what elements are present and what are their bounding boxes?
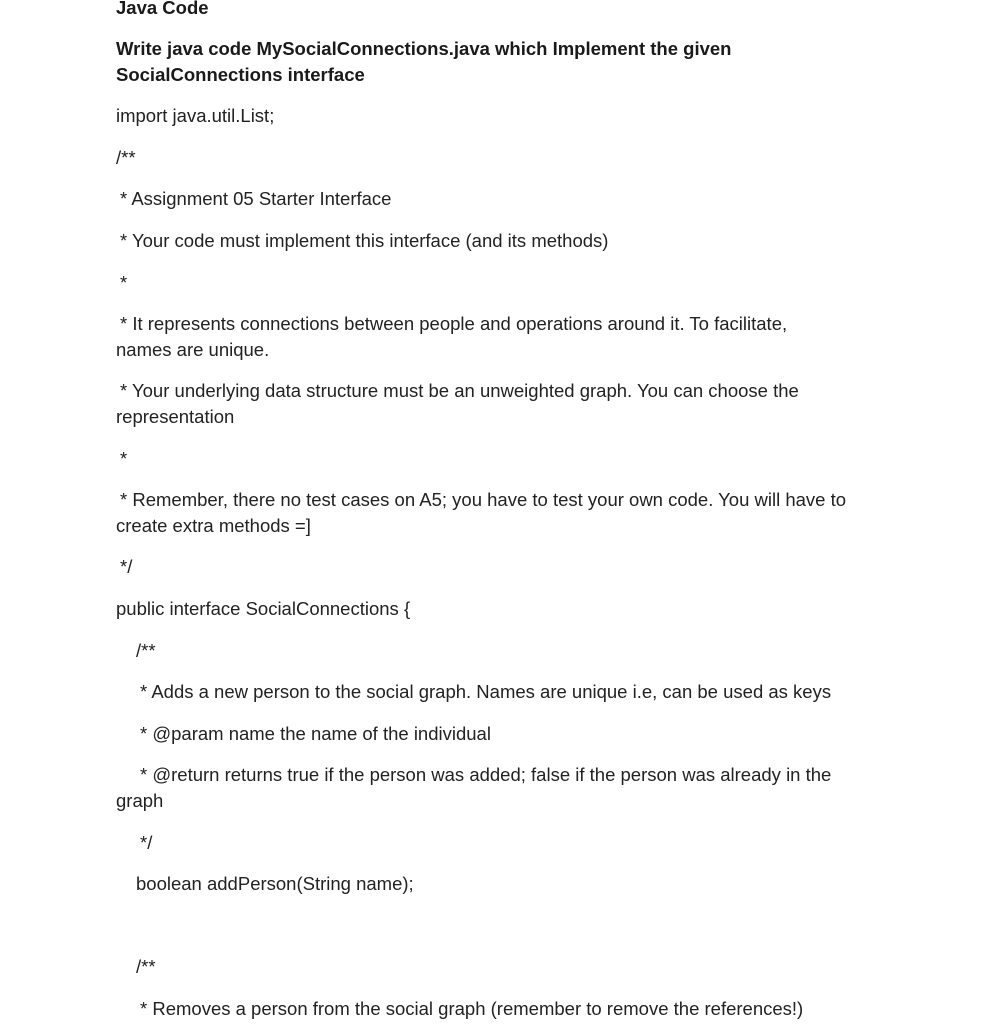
doc-comment-close: */ <box>120 556 133 577</box>
remove-person-doc-description: * Removes a person from the social graph (remember to remove the references!) <box>140 998 804 1019</box>
method-doc-close: */ <box>140 832 153 853</box>
doc-comment-open: /** <box>116 147 136 168</box>
doc-represents-line: * It represents connections between people and operations around it. To facilitate, names are unique. <box>116 313 788 360</box>
method-doc-open: /** <box>136 956 156 977</box>
doc-blank-line: * <box>120 448 128 469</box>
add-person-method: boolean addPerson(String name); <box>136 873 414 894</box>
add-person-doc-param: * @param name the name of the individual <box>140 723 491 744</box>
doc-blank-line: * <box>120 272 128 293</box>
task-instruction: Write java code MySocialConnections.java which Implement the given SocialConnections interface <box>116 38 732 85</box>
method-doc-open: /** <box>136 640 156 661</box>
doc-data-structure-line: * Your underlying data structure must be an unweighted graph. You can choose the representation <box>116 380 799 427</box>
import-line: import java.util.List; <box>116 105 275 126</box>
document-title: Java Code <box>116 0 209 18</box>
add-person-doc-description: * Adds a new person to the social graph. Names are unique i.e, can be used as keys <box>140 681 832 702</box>
add-person-doc-return: * @return returns true if the person was added; false if the person was already in the graph <box>116 764 832 811</box>
doc-remember-line: * Remember, there no test cases on A5; you have to test your own code. You will have to create extra methods =] <box>116 489 847 536</box>
doc-assignment-line: * Assignment 05 Starter Interface <box>120 188 392 209</box>
doc-implement-line: * Your code must implement this interface (and its methods) <box>120 230 609 251</box>
interface-declaration: public interface SocialConnections { <box>116 598 411 619</box>
